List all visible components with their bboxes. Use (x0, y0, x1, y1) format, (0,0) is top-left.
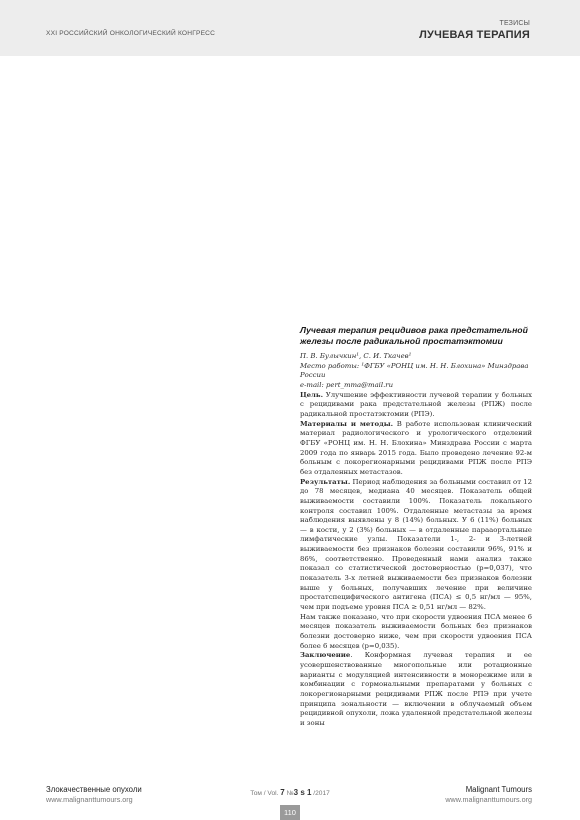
article-title: Лучевая терапия рецидивов рака предстательной железы после радикальной простатэктомии (300, 325, 528, 346)
results-text: Период наблюдения за больными составил от 12 до 78 месяцев, медиана 40 месяцев. Показатель общей выживаемости составили 100%. Показатель локального контроля составил 100%. Отдаленные метастазы за время наблюдения выявлены у 8 (14%) больных. У 6 (11%) больных — в кости, у 2 (3%) больных — в отдаленные парааортальные лимфатические узлы. Показатели 1‑, 2‑ и 3‑летней выживаемости без признаков болезни составили 96%, 91% и 86%, соответственно. Проведенный нами анализ также показал со статистической достоверностью (p=0,037), что показатель 3‑х летней выживаемости без признаков болезни выше у больных, получавших лечение при величине простатспецифического антигена (ПСА) ≤ 0,5 нг/мл — 95%, чем при подъеме уровня ПСА ≥ 0,51 нг/мл — 82%. (300, 477, 532, 612)
journal-url-left[interactable]: www.malignanttumours.org (46, 795, 133, 804)
workplace: Место работы: ¹ФГБУ «РОНЦ им. Н. Н. Блохина» Минздрава России (300, 361, 529, 380)
conclusion-text: . Конформная лучевая терапия и ее усовершенствованные многопольные или ротационные варианты с модуляцией интенсивности в монорежиме или в комбинации с гормональными препаратами у больных с локорегионарными рецидивами РПЖ после РПЭ при учете принципа зональности — включении в облучаемый объем рецидивной опухоли, ложа удаленной предстательной железы и зоны (300, 651, 532, 727)
section-title: ЛУЧЕВАЯ ТЕРАПИЯ (419, 29, 530, 41)
section-label: ТЕЗИСЫ (499, 20, 530, 27)
congress-name: XXI РОССИЙСКИЙ ОНКОЛОГИЧЕСКИЙ КОНГРЕСС (46, 30, 216, 37)
goal-paragraph (300, 391, 532, 420)
footer-left (46, 785, 142, 805)
vol-prefix: Том / Vol. (250, 790, 279, 797)
abstract-article (300, 325, 532, 729)
conclusion-paragraph (300, 651, 532, 728)
page-header (0, 0, 580, 56)
results-paragraph-2: Нам также показано, что при скорости удвоения ПСА менее 6 месяцев показатель выживаемости больных без признаков болезни достоверно ниже, чем при скорости удвоения ПСА более 6 месяцев (p=0,035). (300, 612, 532, 650)
authors: П. В. Булычкин¹, С. И. Ткачев¹ (300, 352, 412, 360)
methods-label: Материалы и методы. (300, 419, 394, 428)
issue-number: 3 s 1 (293, 788, 312, 797)
journal-url-right[interactable]: www.malignanttumours.org (445, 795, 532, 804)
goal-label: Цель. (300, 390, 323, 399)
footer-right (445, 785, 532, 805)
page-number: 110 (280, 805, 300, 820)
conclusion-label: Заключение (300, 651, 351, 660)
goal-text: Улучшение эффективности лучевой терапии у больных с рецидивами рака предстательной железы (РПЖ) после радикальной простатэктомии (РПЭ). (300, 390, 532, 418)
results-label: Результаты. (300, 477, 351, 486)
page-footer (0, 785, 580, 820)
email[interactable]: e-mail: pert_mma@mail.ru (300, 380, 394, 389)
methods-paragraph (300, 420, 532, 478)
issue-info (210, 788, 370, 797)
journal-name-ru: Злокачественные опухоли (46, 785, 142, 794)
vol-number: 7 (280, 788, 285, 797)
methods-text: В работе использован клинический материал радиологического и урологического отделений ФГБУ «РОНЦ им. Н. Н. Блохина» Минздрава России с марта 2009 года по январь 2015 года. Было проведено лечение 92‑м больным с локорегионарными рецидивами РПЖ после РПЭ без отдаленных метастазов. (300, 419, 532, 476)
issue-year: /2017 (313, 790, 330, 797)
section-heading (419, 20, 530, 41)
journal-name-en: Malignant Tumours (465, 785, 532, 794)
num-prefix: № (286, 790, 294, 797)
results-paragraph (300, 478, 532, 613)
